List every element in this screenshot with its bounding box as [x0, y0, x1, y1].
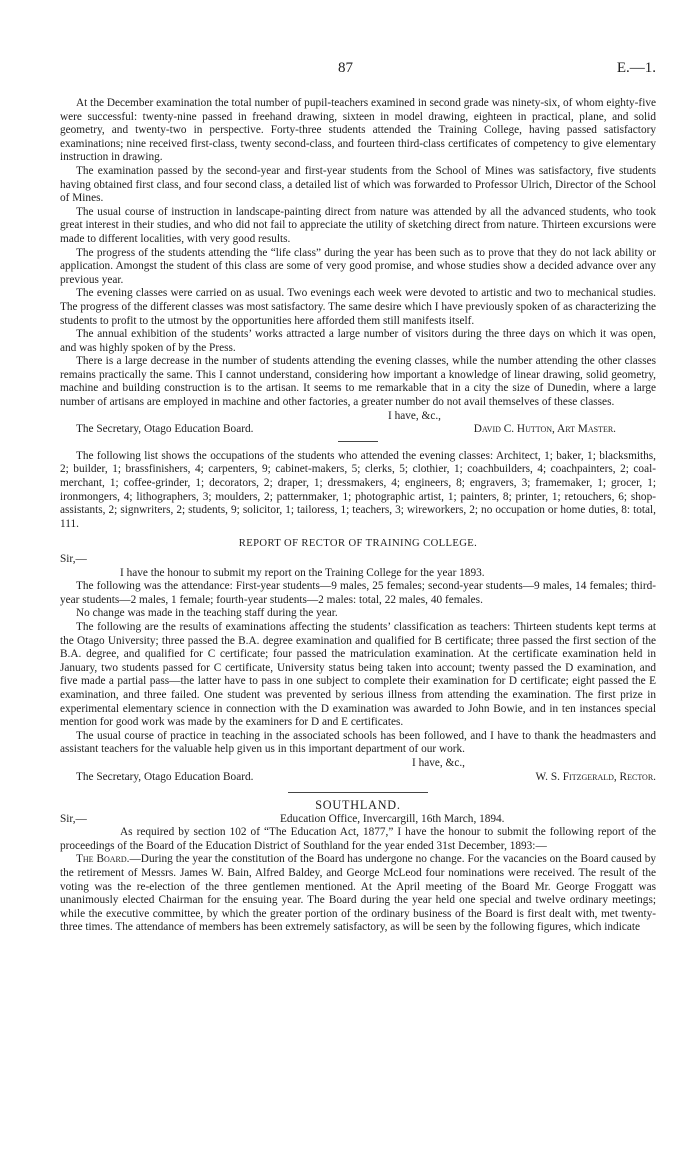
- paragraph: The examination passed by the second-year and first-year students from the School of Mines was satisfactory, five students having obtained first class, and four second class, a detailed list of which was forwarded to Professor Ulrich, Director of the School of Mines.: [60, 164, 656, 205]
- dateline: Education Office, Invercargill, 16th March, 1894.: [280, 812, 505, 825]
- paragraph: The following are the results of examinations affecting the students’ classification as teachers: Thirteen students kept terms at the Otago University; three passed the B.A. degree examination and qualified for B certificate; three passed the first section of the B.A. degree, and qualified for C certificate; four passed the matriculation examination. At the certificate examination held in January, two students passed for C certificate, University status being taken into account; twenty passed the D examination, and five made a partial pass—the latter have to pass in one subject to complete their examination for D certificate; eight passed the E examination, and three failed. One student was prevented by serious illness from attending the examination. The first prize in experimental elementary science in connection with the D examination was awarded to John Bowie, and in ten instances special mention for good work was made by the examiners for D and E certificates.: [60, 620, 656, 729]
- opening-paragraph: As required by section 102 of “The Education Act, 1877,” I have the honour to submit the following report of the proceedings of the Board of the Education District of Southland for the year ended 31st December, 1893:—: [60, 826, 656, 852]
- section-divider: [338, 441, 378, 442]
- closing: I have, &c.,: [388, 409, 442, 422]
- paragraph: The usual course of instruction in landscape-painting direct from nature was attended by all the advanced students, who took great interest in their studies, and who did not fail to appreciate the utility of sketching direct from nature. Thirteen excursions were made to different localities, with very good results.: [60, 205, 656, 245]
- closing-line: [60, 757, 656, 771]
- section-heading: REPORT OF RECTOR OF TRAINING COLLEGE.: [238, 538, 478, 550]
- paragraph: The evening classes were carried on as usual. Two evenings each week were devoted to artistic and two to mechanical studies. The progress of the different classes was most satisfactory. The same desire which I have previously spoken of as characterizing the students to profit to the utmost by the opportunities here afforded them still manifests itself.: [60, 287, 656, 327]
- section-heading: SOUTHLAND.: [315, 798, 401, 813]
- page-body: [60, 97, 656, 935]
- salutation-dateline: [60, 813, 656, 827]
- paragraph: The progress of the students attending the “life class” during the year has been such as to prove that they do not lack ability or application. Amongst the student of this class are some of very good promise, and whose studies show a decided advance over any previous year.: [60, 246, 656, 286]
- signature-line: [60, 423, 656, 437]
- addressee: The Secretary, Otago Education Board.: [76, 770, 254, 783]
- paragraph: The annual exhibition of the students’ works attracted a large number of visitors during the three days on which it was open, and was highly spoken of by the Press.: [60, 328, 656, 354]
- page-number: 87: [338, 60, 353, 76]
- paragraph: No change was made in the teaching staff during the year.: [76, 607, 338, 620]
- signatory: David C. Hutton, Art Master.: [473, 423, 616, 436]
- occupations-list: The following list shows the occupations of the students who attended the evening classes: Architect, 1; baker, 1; blacksmiths, 2; builder, 1; brassfinishers, 4; carpenters, 9; cabinet-makers, 5; clerks, 5; clothier, 1; coachbuilders, 4; coachpainters, 2; coal-merchant, 1; coffee-grinder, 1; decorators, 2; draper, 1; dressmakers, 4; engineers, 8; engravers, 3; framemaker, 1; grocer, 1; ironmongers, 4; lithographers, 3; moulders, 2; patternmaker, 1; photographic artist, 1; painters, 8; printer, 1; retouchers, 6; shop-assistants, 2; signwriters, 2; students, 9; solicitor, 1; tailoress, 1; teachers, 3; wireworkers, 2; no occupation or home duties, 8: total, 111.: [60, 449, 656, 530]
- closing: I have, &c.,: [412, 756, 466, 769]
- salutation: Sir,—: [60, 553, 87, 565]
- addressee: The Secretary, Otago Education Board.: [76, 423, 254, 436]
- signatory: W. S. Fitzgerald, Rector.: [535, 770, 656, 783]
- board-paragraph: [60, 853, 656, 935]
- document-code: E.—1.: [616, 60, 656, 76]
- salutation: Sir,—: [60, 812, 87, 825]
- paragraph: The following was the attendance: First-year students—9 males, 25 females; second-year students—9 males, 14 females; third-year students—2 males, 1 female; fourth-year students—2 males: total, 22 males, 40 females.: [60, 580, 656, 606]
- closing-line: [60, 410, 656, 424]
- paragraph: At the December examination the total number of pupil-teachers examined in second grade was ninety-six, of whom eighty-five were successful: twenty-nine passed in freehand drawing, sixteen in model drawing, eighteen in practical, plane, and solid geometry, and twenty-two in perspective. Forty-three students attended the Training College, having passed satisfactory examinations; nine received first-class, twenty second-class, and fourteen third-class certificates of competency to give elementary instruction in drawing.: [60, 97, 656, 164]
- paragraph: The usual course of practice in teaching in the associated schools has been followed, and I have to thank the headmasters and assistant teachers for the valuable help given us in this important department of our work.: [60, 729, 656, 756]
- board-text: —During the year the constitution of the Board has undergone no change. For the vacancies on the Board caused by the retirement of Messrs. James W. Bain, Alfred Baldey, and George McLeod four nominations were received. The result of the voting was the re-election of the three gentlemen mentioned. At the April meeting of the Board Mr. George Froggatt was unanimously elected Chairman for the ensuing year. The Board during the year held one special and twelve ordinary meetings; while the executive committee, by which the greater portion of the ordinary business of the Board is first dealt with, met twenty-three times. The attendance of members has been extremely satisfactory, as will be seen by the following figures, which indicate: [60, 853, 656, 934]
- paragraph: There is a large decrease in the number of students attending the evening classes, while the number attending the other classes remains practically the same. This I cannot understand, considering how important a knowledge of linear drawing, solid geometry, machine and building construction is to the artisan. It seems to me remarkable that in a city the size of Dunedin, where a large number of artisans are employed in machine and other factories, a greater number do not avail themselves of these classes.: [60, 355, 656, 409]
- section-divider: [288, 792, 428, 793]
- board-lead: The Board.: [76, 853, 130, 866]
- signature-line: [60, 771, 656, 785]
- opening-paragraph: I have the honour to submit my report on the Training College for the year 1893.: [120, 566, 485, 579]
